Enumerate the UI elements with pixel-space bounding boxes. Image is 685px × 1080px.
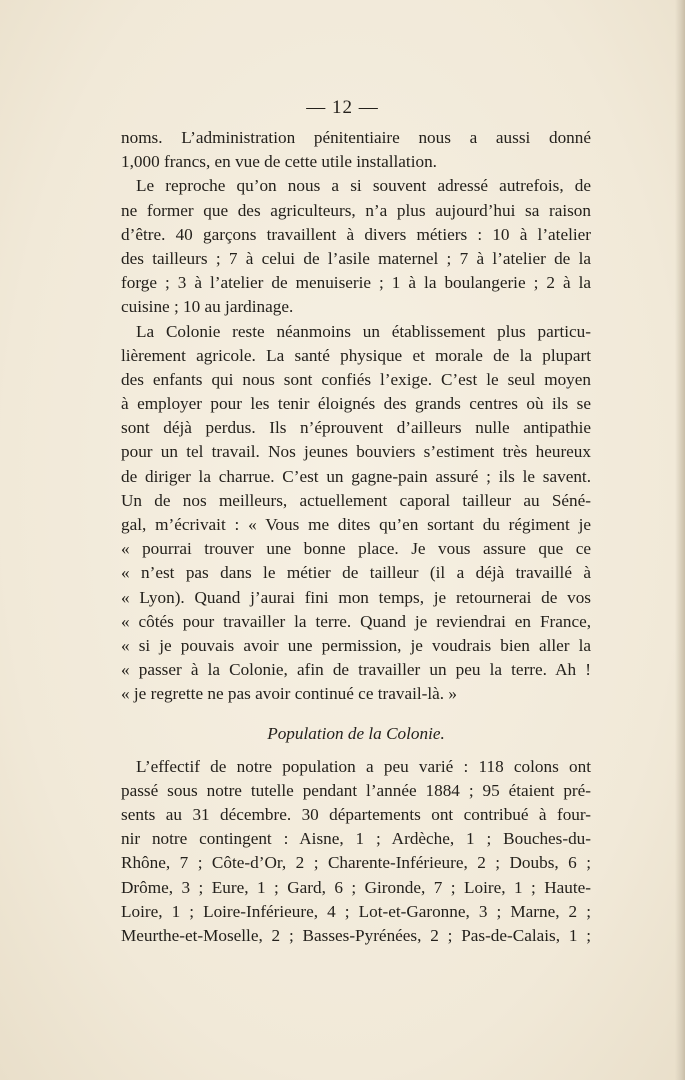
page-number: — 12 — [306, 97, 379, 118]
text-line: à employer pour les tenir éloignés des grands centres où ils se [121, 394, 591, 414]
text-line: « n’est pas dans le métier de tailleur (il a déjà travaillé à [121, 563, 591, 583]
text-line: « pourrai trouver une bonne place. Je vous assure que ce [121, 539, 591, 559]
text-line: L’effectif de notre population a peu varié : 118 colons ont [136, 756, 591, 776]
text-line: « passer à la Colonie, afin de travailler un peu la terre. Ah ! [121, 660, 591, 680]
text-line: « si je pouvais avoir une permission, je voudrais bien aller la [121, 635, 591, 655]
section-title: Population de la Colonie. [267, 723, 445, 743]
text-line: nir notre contingent : Aisne, 1 ; Ardèche, 1 ; Bouches-du- [121, 829, 591, 849]
paragraph-2 [121, 174, 591, 319]
text-line: Drôme, 3 ; Eure, 1 ; Gard, 6 ; Gironde, 7 ; Loire, 1 ; Haute- [121, 877, 591, 897]
text-line: des enfants qui nous sont confiés l’exige. C’est le seul moyen [121, 369, 591, 389]
page-edge [675, 0, 685, 1080]
text-line: « Lyon). Quand j’aurai fini mon temps, je retournerai de vos [121, 587, 591, 607]
text-line: cuisine ; 10 au jardinage. [121, 297, 294, 317]
text-line: La Colonie reste néanmoins un établissement plus particu- [136, 321, 591, 341]
text-line: sents au 31 décembre. 30 départements ont contribué à four- [121, 805, 591, 825]
paragraph-1 [121, 126, 591, 174]
text-line: de diriger la charrue. C’est un gagne-pain assuré ; ils le savent. [121, 466, 591, 486]
text-line: « côtés pour travailler la terre. Quand je reviendrai en France, [121, 611, 591, 631]
text-line: sont déjà perdus. Ils n’éprouvent d’ailleurs nulle antipathie [121, 418, 591, 438]
text-line: noms. L’administration pénitentiaire nous a aussi donné [121, 128, 591, 147]
paragraph-3 [121, 320, 591, 707]
text-line: pour un tel travail. Nos jeunes bouviers s’estiment très heureux [121, 442, 591, 462]
text-line: d’être. 40 garçons travaillent à divers métiers : 10 à l’atelier [121, 224, 591, 244]
text-line: gal, m’écrivait : « Vous me dites qu’en sortant du régiment je [121, 515, 591, 534]
body-text [121, 126, 591, 948]
text-line: forge ; 3 à l’atelier de menuiserie ; 1 à la boulangerie ; 2 à la [121, 273, 591, 293]
text-line: Meurthe-et-Moselle, 2 ; Basses-Pyrénées, 2 ; Pas-de-Calais, 1 ; [121, 926, 591, 945]
text-line: passé sous notre tutelle pendant l’année 1884 ; 95 étaient pré- [121, 780, 591, 800]
text-line: Le reproche qu’on nous a si souvent adressé autrefois, de [136, 176, 591, 196]
text-line: lièrement agricole. La santé physique et morale de la plupart [121, 345, 591, 365]
text-line: « je regrette ne pas avoir continué ce travail-là. » [121, 684, 457, 704]
text-line: 1,000 francs, en vue de cette utile installation. [121, 152, 437, 172]
text-line: des tailleurs ; 7 à celui de l’asile maternel ; 7 à l’atelier de la [121, 248, 591, 268]
text-line: Rhône, 7 ; Côte-d’Or, 2 ; Charente-Inférieure, 2 ; Doubs, 6 ; [121, 853, 591, 873]
text-line: ne former que des agriculteurs, n’a plus aujourd’hui sa raison [121, 200, 591, 220]
text-line: Loire, 1 ; Loire-Inférieure, 4 ; Lot-et-Garonne, 3 ; Marne, 2 ; [121, 901, 591, 921]
text-line: Un de nos meilleurs, actuellement caporal tailleur au Séné- [121, 490, 591, 510]
paragraph-4 [121, 755, 591, 949]
